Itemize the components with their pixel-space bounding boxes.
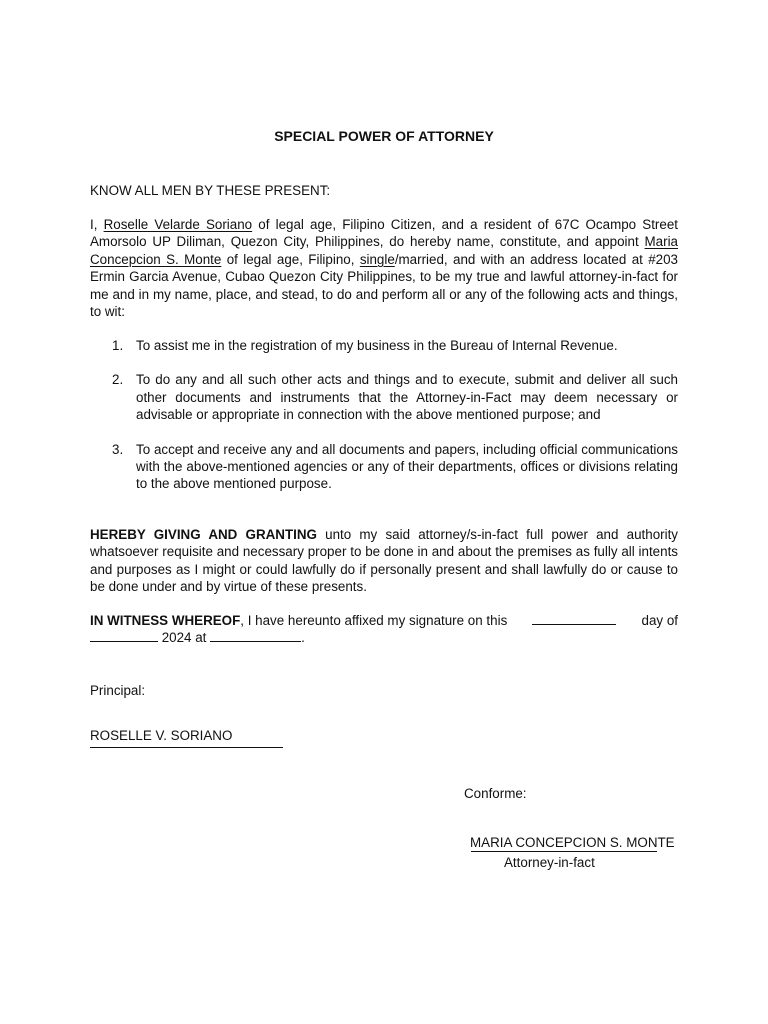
- place-blank[interactable]: [210, 629, 301, 642]
- principal-signature-line: [90, 747, 283, 748]
- powers-list: [90, 337, 678, 493]
- principal-signature-name: ROSELLE V. SORIANO: [90, 728, 233, 743]
- granting-paragraph: [90, 526, 678, 596]
- intro-paragraph: [90, 216, 678, 320]
- date-day-blank[interactable]: [532, 612, 616, 625]
- list-item-text: To assist me in the registration of my business in the Bureau of Internal Revenue.: [136, 338, 618, 353]
- list-item: [90, 371, 678, 423]
- civil-status-selected: single: [359, 251, 395, 267]
- principal-name: Roselle Velarde Soriano: [103, 217, 253, 232]
- attorney-role: Attorney-in-fact: [504, 855, 595, 870]
- witness-paragraph: [90, 612, 678, 647]
- list-item-number: 3.: [112, 441, 124, 457]
- list-item-number: 1.: [112, 338, 124, 353]
- conforme-label: Conforme:: [464, 786, 527, 801]
- witness-line-1: [90, 612, 678, 629]
- attorney-signature-name: MARIA CONCEPCION S. MONTE: [470, 835, 675, 850]
- list-item: [90, 441, 678, 493]
- list-item-text: To do any and all such other acts and things and to execute, submit and deliver all such other documents and instruments that the Attorney-in-Fact may deem necessary or advisable or appropriate in connection with the above mentioned purpose; and: [136, 372, 678, 423]
- list-item-text: To accept and receive any and all documents and papers, including official communications with the above-mentioned agencies or any of their departments, offices or divisions relating to the above mentioned purpose.: [136, 441, 678, 492]
- list-item-number: 2.: [112, 372, 124, 388]
- powers-list-wrapper: [90, 337, 678, 510]
- salutation: KNOW ALL MEN BY THESE PRESENT:: [90, 183, 331, 198]
- granting-text: unto my said attorney/s-in-fact full power and authority whatsoever requisite and necessary proper to be done in and about the premises as fully all intents and purposes as I might or could lawfully do if personally present and shall lawfully do or cause to be done under and by virtue of these presents.: [90, 527, 678, 595]
- document-title: SPECIAL POWER OF ATTORNEY: [274, 128, 494, 144]
- intro-text-2: of legal age, Filipino Citizen, and a resident of 67C Ocampo Street Amorsolo UP Diliman, Quezon City, Philippines, do hereby name, constitute, and appoint: [90, 217, 678, 250]
- principal-label: Principal:: [90, 683, 146, 698]
- intro-text-3: of legal age, Filipino,: [221, 251, 360, 267]
- intro-text-1: I,: [90, 217, 104, 232]
- witness-text-4: .: [301, 630, 305, 646]
- attorney-signature-line: [471, 851, 657, 852]
- date-month-blank[interactable]: [90, 629, 158, 642]
- attorney-name: Maria Concepcion S. Monte: [90, 234, 678, 267]
- list-item: [90, 337, 678, 354]
- intro-text-4: /married, and with an address located at #203 Ermin Garcia Avenue, Cubao Quezon City Philippines, to be my true and lawful attorney-in-fact for me and in my name, place, and stead, to do and perform all or any of the following acts and things, to wit:: [90, 251, 679, 320]
- witness-line-2: [90, 629, 678, 646]
- witness-text-2: day of: [641, 613, 678, 628]
- witness-text-1: , I have hereunto affixed my signature on this: [240, 613, 508, 628]
- granting-heading: HEREBY GIVING AND GRANTING: [90, 527, 317, 542]
- witness-text-3: 2024 at: [158, 630, 211, 646]
- witness-heading: IN WITNESS WHEREOF: [90, 613, 241, 628]
